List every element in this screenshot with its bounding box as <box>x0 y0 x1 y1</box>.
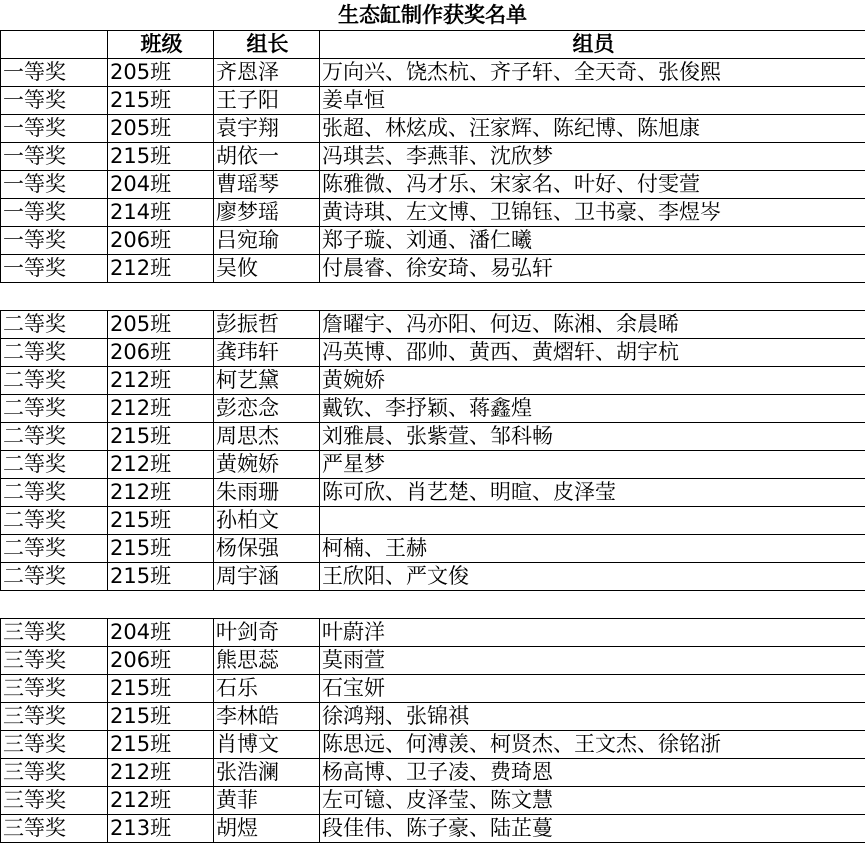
class-cell[interactable]: 214班 <box>108 199 214 227</box>
award-cell[interactable]: 二等奖 <box>1 451 108 479</box>
table-row <box>1 87 865 115</box>
blank-cell[interactable] <box>1 283 108 311</box>
award-table <box>0 30 865 843</box>
class-cell[interactable]: 212班 <box>108 479 214 507</box>
table-row <box>1 59 865 87</box>
class-cell[interactable]: 206班 <box>108 339 214 367</box>
class-cell[interactable]: 212班 <box>108 759 214 787</box>
members-cell[interactable]: 张超、林炫成、汪家辉、陈纪博、陈旭康 <box>320 115 865 143</box>
leader-cell[interactable]: 曹瑶琴 <box>214 171 320 199</box>
members-cell[interactable]: 戴钦、李抒颖、蒋鑫煌 <box>320 395 865 423</box>
members-cell[interactable]: 杨高博、卫子凌、费琦恩 <box>320 759 865 787</box>
header-award[interactable] <box>1 31 108 59</box>
award-cell[interactable]: 一等奖 <box>1 227 108 255</box>
table-row <box>1 255 865 283</box>
header-leader[interactable]: 组长 <box>214 31 320 59</box>
leader-cell[interactable]: 吕宛瑜 <box>214 227 320 255</box>
table-row <box>1 423 865 451</box>
table-row <box>1 703 865 731</box>
leader-cell[interactable]: 彭振哲 <box>214 311 320 339</box>
blank-cell[interactable] <box>320 591 865 619</box>
table-row <box>1 143 865 171</box>
award-cell[interactable]: 二等奖 <box>1 535 108 563</box>
award-cell[interactable]: 二等奖 <box>1 507 108 535</box>
class-cell[interactable]: 205班 <box>108 59 214 87</box>
members-cell[interactable]: 刘雅晨、张紫萱、邹科畅 <box>320 423 865 451</box>
award-cell[interactable]: 二等奖 <box>1 367 108 395</box>
leader-cell[interactable]: 吴攸 <box>214 255 320 283</box>
table-row <box>1 479 865 507</box>
leader-cell[interactable]: 黄菲 <box>214 787 320 815</box>
members-cell[interactable]: 莫雨萱 <box>320 647 865 675</box>
members-cell[interactable]: 冯英博、邵帅、黄西、黄熠轩、胡宇杭 <box>320 339 865 367</box>
table-row <box>1 199 865 227</box>
award-cell[interactable]: 三等奖 <box>1 815 108 843</box>
class-cell[interactable]: 215班 <box>108 423 214 451</box>
award-cell[interactable]: 三等奖 <box>1 675 108 703</box>
class-cell[interactable]: 212班 <box>108 367 214 395</box>
class-cell[interactable]: 215班 <box>108 87 214 115</box>
members-cell[interactable]: 黄婉娇 <box>320 367 865 395</box>
leader-cell[interactable]: 朱雨珊 <box>214 479 320 507</box>
class-cell[interactable]: 212班 <box>108 787 214 815</box>
award-cell[interactable]: 一等奖 <box>1 143 108 171</box>
members-cell[interactable]: 石宝妍 <box>320 675 865 703</box>
sheet-title: 生态缸制作获奖名单 <box>0 0 865 30</box>
leader-cell[interactable]: 李林皓 <box>214 703 320 731</box>
leader-cell[interactable]: 张浩澜 <box>214 759 320 787</box>
members-cell[interactable]: 左可镱、皮泽莹、陈文慧 <box>320 787 865 815</box>
class-cell[interactable]: 215班 <box>108 563 214 591</box>
table-row <box>1 535 865 563</box>
class-cell[interactable]: 212班 <box>108 395 214 423</box>
members-cell[interactable]: 柯楠、王赫 <box>320 535 865 563</box>
award-cell[interactable]: 一等奖 <box>1 255 108 283</box>
header-members[interactable]: 组员 <box>320 31 865 59</box>
table-row <box>1 227 865 255</box>
award-cell[interactable]: 一等奖 <box>1 87 108 115</box>
class-cell[interactable]: 212班 <box>108 451 214 479</box>
table-row <box>1 339 865 367</box>
award-cell[interactable]: 二等奖 <box>1 311 108 339</box>
members-cell[interactable] <box>320 507 865 535</box>
members-cell[interactable]: 郑子璇、刘通、潘仁曦 <box>320 227 865 255</box>
members-cell[interactable]: 付晨睿、徐安琦、易弘轩 <box>320 255 865 283</box>
class-cell[interactable]: 213班 <box>108 815 214 843</box>
award-cell[interactable]: 三等奖 <box>1 647 108 675</box>
table-row <box>1 759 865 787</box>
leader-cell[interactable]: 柯艺黛 <box>214 367 320 395</box>
blank-cell[interactable] <box>108 591 214 619</box>
members-cell[interactable]: 姜卓恒 <box>320 87 865 115</box>
table-row <box>1 647 865 675</box>
table-row <box>1 563 865 591</box>
members-cell[interactable]: 陈可欣、肖艺楚、明暄、皮泽莹 <box>320 479 865 507</box>
class-cell[interactable]: 215班 <box>108 507 214 535</box>
award-cell[interactable]: 一等奖 <box>1 115 108 143</box>
table-row <box>1 619 865 647</box>
table-row <box>1 367 865 395</box>
table-row <box>1 507 865 535</box>
members-cell[interactable]: 冯琪芸、李燕菲、沈欣梦 <box>320 143 865 171</box>
award-cell[interactable]: 三等奖 <box>1 619 108 647</box>
members-cell[interactable]: 黄诗琪、左文博、卫锦钰、卫书豪、李煜岑 <box>320 199 865 227</box>
members-cell[interactable]: 陈思远、何溥羡、柯贤杰、王文杰、徐铭浙 <box>320 731 865 759</box>
leader-cell[interactable]: 胡依一 <box>214 143 320 171</box>
members-cell[interactable]: 王欣阳、严文俊 <box>320 563 865 591</box>
award-cell[interactable]: 二等奖 <box>1 339 108 367</box>
award-cell[interactable]: 二等奖 <box>1 395 108 423</box>
table-row <box>1 731 865 759</box>
class-cell[interactable]: 215班 <box>108 143 214 171</box>
table-row <box>1 675 865 703</box>
award-cell[interactable]: 三等奖 <box>1 787 108 815</box>
leader-cell[interactable]: 周宇涵 <box>214 563 320 591</box>
header-row <box>1 31 865 59</box>
table-row <box>1 115 865 143</box>
members-cell[interactable]: 严星梦 <box>320 451 865 479</box>
members-cell[interactable]: 陈雅微、冯才乐、宋家名、叶好、付雯萱 <box>320 171 865 199</box>
blank-cell[interactable] <box>108 283 214 311</box>
class-cell[interactable]: 206班 <box>108 227 214 255</box>
award-cell[interactable]: 一等奖 <box>1 171 108 199</box>
table-row <box>1 171 865 199</box>
blank-separator-row <box>1 591 865 619</box>
leader-cell[interactable]: 胡煜 <box>214 815 320 843</box>
members-cell[interactable]: 詹曜宇、冯亦阳、何迈、陈湘、余晨晞 <box>320 311 865 339</box>
table-body <box>1 59 865 843</box>
table-row <box>1 815 865 843</box>
table-row <box>1 395 865 423</box>
blank-cell[interactable] <box>1 591 108 619</box>
blank-separator-row <box>1 283 865 311</box>
leader-cell[interactable]: 齐恩泽 <box>214 59 320 87</box>
leader-cell[interactable]: 肖博文 <box>214 731 320 759</box>
class-cell[interactable]: 206班 <box>108 647 214 675</box>
class-cell[interactable]: 215班 <box>108 731 214 759</box>
blank-cell[interactable] <box>320 283 865 311</box>
leader-cell[interactable]: 袁宇翔 <box>214 115 320 143</box>
members-cell[interactable]: 徐鸿翔、张锦祺 <box>320 703 865 731</box>
leader-cell[interactable]: 石乐 <box>214 675 320 703</box>
award-cell[interactable]: 二等奖 <box>1 423 108 451</box>
leader-cell[interactable]: 杨保强 <box>214 535 320 563</box>
class-cell[interactable]: 205班 <box>108 311 214 339</box>
members-cell[interactable]: 叶蔚洋 <box>320 619 865 647</box>
award-cell[interactable]: 二等奖 <box>1 563 108 591</box>
award-cell[interactable]: 三等奖 <box>1 759 108 787</box>
leader-cell[interactable]: 叶剑奇 <box>214 619 320 647</box>
class-cell[interactable]: 212班 <box>108 255 214 283</box>
leader-cell[interactable]: 周思杰 <box>214 423 320 451</box>
leader-cell[interactable]: 孙柏文 <box>214 507 320 535</box>
class-cell[interactable]: 205班 <box>108 115 214 143</box>
table-row <box>1 451 865 479</box>
award-cell[interactable]: 一等奖 <box>1 199 108 227</box>
class-cell[interactable]: 215班 <box>108 703 214 731</box>
blank-cell[interactable] <box>214 591 320 619</box>
leader-cell[interactable]: 熊思蕊 <box>214 647 320 675</box>
leader-cell[interactable]: 王子阳 <box>214 87 320 115</box>
header-class[interactable]: 班级 <box>108 31 214 59</box>
leader-cell[interactable]: 廖梦瑶 <box>214 199 320 227</box>
table-row <box>1 311 865 339</box>
leader-cell[interactable]: 彭恋念 <box>214 395 320 423</box>
table-row <box>1 787 865 815</box>
class-cell[interactable]: 215班 <box>108 675 214 703</box>
class-cell[interactable]: 215班 <box>108 535 214 563</box>
award-cell[interactable]: 二等奖 <box>1 479 108 507</box>
members-cell[interactable]: 万向兴、饶杰杭、齐子轩、全天奇、张俊熙 <box>320 59 865 87</box>
award-cell[interactable]: 一等奖 <box>1 59 108 87</box>
leader-cell[interactable]: 黄婉娇 <box>214 451 320 479</box>
award-cell[interactable]: 三等奖 <box>1 731 108 759</box>
members-cell[interactable]: 段佳伟、陈子豪、陆芷蔓 <box>320 815 865 843</box>
blank-cell[interactable] <box>214 283 320 311</box>
class-cell[interactable]: 204班 <box>108 619 214 647</box>
leader-cell[interactable]: 龚玮轩 <box>214 339 320 367</box>
award-cell[interactable]: 三等奖 <box>1 703 108 731</box>
class-cell[interactable]: 204班 <box>108 171 214 199</box>
